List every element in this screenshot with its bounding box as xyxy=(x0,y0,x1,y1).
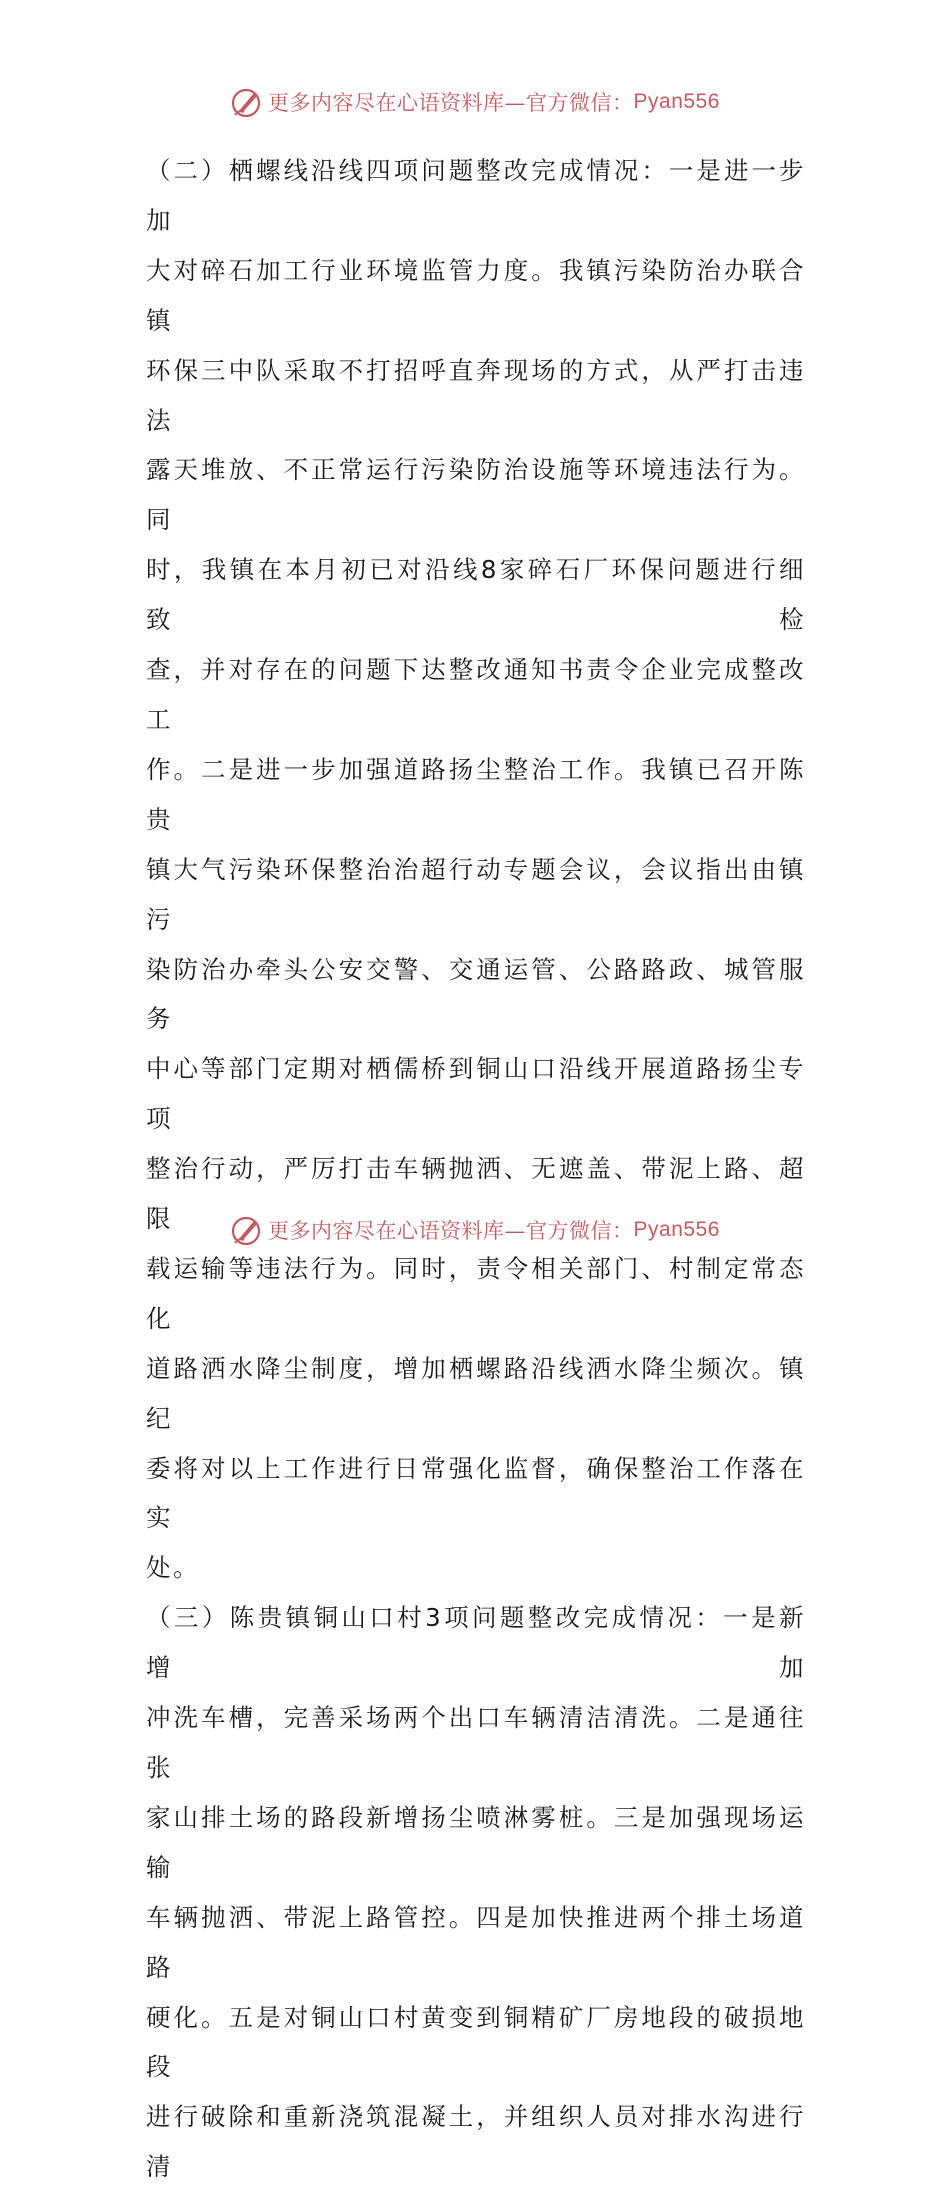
section-two-line: 作。二是进一步加强道路扬尘整治工作。我镇已召开陈贵 xyxy=(146,754,806,834)
section-three-line: 车辆抛洒、带泥上路管控。四是加快推进两个排土场道路 xyxy=(146,1902,806,1982)
section-two-line: 环保三中队采取不打招呼直奔现场的方式，从严打击违法 xyxy=(146,355,806,435)
section-three-line: 进行破除和重新浇筑混凝土，并组织人员对排水沟进行清 xyxy=(146,2102,806,2182)
watermark-text: 更多内容尽在心语资料库—官方微信： xyxy=(268,91,634,115)
section-three-line: 冲洗车槽，完善采场两个出口车辆清洁清洗。二是通往张 xyxy=(146,1703,806,1782)
section-two-line: 露天堆放、不正常运行污染防治设施等环境违法行为。同 xyxy=(146,455,806,535)
section-three-line: 家山排土场的路段新增扬尘喷淋雾桩。三是加强现场运输 xyxy=(146,1802,806,1882)
footer-watermark xyxy=(0,1208,950,1252)
section-two-line: （二）栖螺线沿线四项问题整改完成情况：一是进一步加 xyxy=(146,156,806,235)
section-two-line: 处。 xyxy=(146,1553,200,1583)
section-two-line: 委将对以上工作进行日常强化监督，确保整治工作落在实 xyxy=(146,1453,806,1533)
watermark-wechat-id: Pyan556 xyxy=(633,90,720,113)
section-two-line: 中心等部门定期对栖儒桥到铜山口沿线开展道路扬尘专项 xyxy=(146,1054,806,1134)
section-two-line: 整治行动，严厉打击车辆抛洒、无遮盖、带泥上路、超限 xyxy=(146,1154,806,1234)
quill-logo-icon xyxy=(230,85,264,119)
section-three-line: 硬化。五是对铜山口村黄变到铜精矿厂房地段的破损地段 xyxy=(146,2002,806,2082)
section-two xyxy=(146,146,806,1593)
watermark-text: 更多内容尽在心语资料库—官方微信： xyxy=(268,1219,634,1243)
section-two-line: 时，我镇在本月初已对沿线8家碎石厂环保问题进行细致检 xyxy=(146,555,806,635)
quill-logo-icon xyxy=(230,1213,264,1247)
section-two-line: 道路洒水降尘制度，增加栖螺路沿线洒水降尘频次。镇纪 xyxy=(146,1353,806,1433)
header-watermark xyxy=(0,80,950,124)
section-two-line: 镇大气污染环保整治治超行动专题会议，会议指出由镇污 xyxy=(146,854,806,934)
document-body xyxy=(146,146,806,2192)
section-three xyxy=(146,1593,806,2192)
section-two-line: 染防治办牵头公安交警、交通运管、公路路政、城管服务 xyxy=(146,954,806,1034)
section-two-line: 查，并对存在的问题下达整改通知书责令企业完成整改工 xyxy=(146,655,806,734)
watermark-wechat-id: Pyan556 xyxy=(633,1218,720,1241)
section-two-line: 大对碎石加工行业环境监管力度。我镇污染防治办联合镇 xyxy=(146,255,806,335)
section-three-line: （三）陈贵镇铜山口村3项问题整改完成情况：一是新增加 xyxy=(146,1603,806,1683)
section-two-line: 载运输等违法行为。同时，责令相关部门、村制定常态化 xyxy=(146,1253,806,1333)
